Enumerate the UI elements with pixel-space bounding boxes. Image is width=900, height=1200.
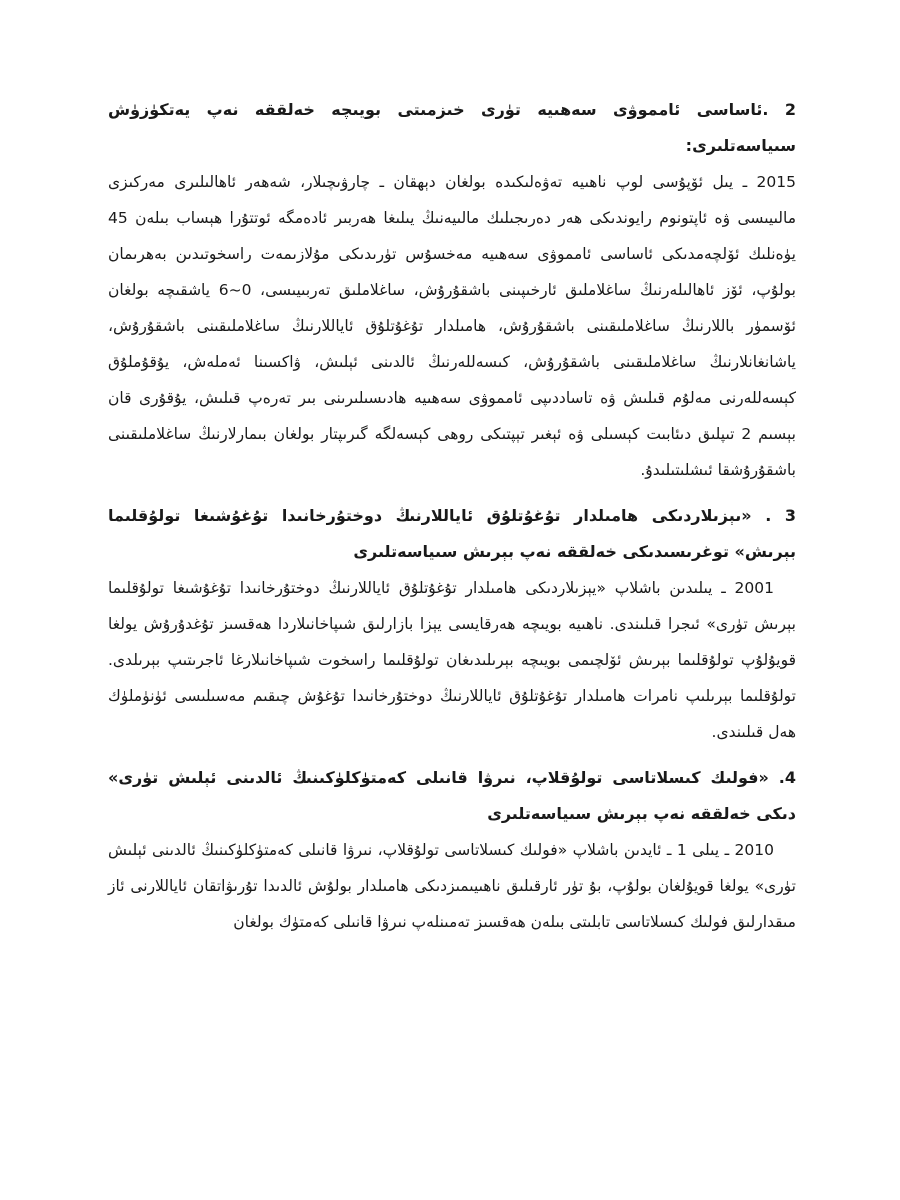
section-gap bbox=[108, 750, 796, 760]
section-4-body: 2010 ـ يىلى 1 ـ ئايدىن باشلاپ «فولىك كىسلاتاسى تولۇقلاپ، نىرۋا قانىلى كەمتۈكلۈكىنىڭ ئالدىنى ئېلىش تۈرى» يولغا قويۇلغان بولۇپ، بۇ تۈر ئارقىلىق ناھىيىمىزدىكى ھامىلدار بولۇش ئالدىدا تۇرىۋاتقان ئاياللارنى ئاز مىقدارلىق فولىك كىسلاتاسى تابلىتى بىلەن ھەقسىز تەمىنلەپ نىرۋا قانىلى كەمتۈك بولغان bbox=[108, 841, 796, 931]
section-2-body: 2015 ـ يىل ئۆپۇسى لوپ ناھىيە تەۋەلىكىدە بولغان دېھقان ـ چارۋىچىلار، شەھەر ئاھالىلىرى مەركىزى مالىيىسى ۋە ئاپتونوم رايوندىكى ھەر دەرىجىلىك مالىيەنىڭ يىلىغا ھەربىر ئادەمگە ئوتتۇرا ھېساب بىلەن 45 يۈەنلىك ئۆلچەمدىكى ئاساسى ئامموۋى سەھىيە مەخسۇس تۈرىدىكى مۇلازىمەت راسخوتىدىن بەھرىمان بولۇپ، ئۆز ئاھالىلەرنىڭ ساغلاملىق ئارخىپىنى باشقۇرۇش، ساغلاملىق تەربىيىسى، 0~6 ياشقىچە بولغان ئۆسمۈر باللارنىڭ ساغلاملىقىنى باشقۇرۇش، ھامىلدار تۇغۇتلۇق ئاياللارنىڭ ساغلاملىقىنى باشقۇرۇش، ياشانغانلارنىڭ ساغلاملىقىنى باشقۇرۇش، كىسەللەرنىڭ ئالدىنى ئېلىش، ۋاكسىنا ئەملەش، يۇقۇملۇق كېسەللەرنى مەلۇم قىلىش ۋە تاساددىپى ئامموۋى سەھىيە ھادىسىلىرىنى بىر تەرەپ قىلىش، يۇقۇرى قان بېسىم 2 تىپلىق دىئابىت كېسىلى ۋە ئېغىر تېپتىكى روھى كېسەلگە گىرىپتار بولغان بىمارلارنىڭ ساغلاملىقىنى باشقۇرۇشقا ئىشلىتىلىدۇ. bbox=[108, 173, 796, 479]
section-gap bbox=[108, 488, 796, 498]
section-4-heading: 4. «فولىك كىسلاتاسى تولۇقلاپ، نىرۋا قانىلى كەمتۈكلۈكىنىڭ ئالدىنى ئېلىش تۈرى» دىكى خەلققە نەپ بېرىش سىياسەتلىرى bbox=[108, 768, 796, 823]
section-3-body: 2001 ـ يىلىدىن باشلاپ «يېزىلاردىكى ھامىلدار تۇغۇتلۇق ئاياللارنىڭ دوختۇرخانىدا تۇغۇشىغا تولۇقلىما بېرىش تۈرى» ئىجرا قىلىندى. ناھىيە بويىچە ھەرقايسى يېزا بازارلىق شىپاخانىلاردا ھەقسىز تۇغدۇرۇش يولغا قويۇلۇپ تولۇقلىما بېرىش ئۆلچىمى بويىچە بېرىلىدىغان تولۇقلىما راسخوت شىپاخانىلارغا ئاجرىتىپ بېرىلدى. تولۇقلىما بېرىلىپ نامرات ھامىلدار تۇغۇتلۇق ئاياللارنىڭ دوختۇرخانىدا تۇغۇش چىقىم مەسىلىسى ئۈنۈملۈك ھەل قىلىندى. bbox=[108, 579, 796, 741]
section-3-heading: 3 . «ىېزىلاردىكى ھامىلدار تۇغۇتلۇق ئاياللارنىڭ دوختۇرخانىدا تۇغۇشىغا تولۇقلىما بېرىش» توغرىسىدىكى خەلققە نەپ بېرىش سىياسەتلىرى bbox=[108, 506, 796, 561]
document-page bbox=[108, 92, 796, 940]
section-2-heading: 2 .ئاساسى ئامموۋى سەھىيە تۈرى خىزمىتى بويىچە خەلققە نەپ يەتكۈزۈش سىياسەتلىرى: bbox=[108, 100, 796, 155]
